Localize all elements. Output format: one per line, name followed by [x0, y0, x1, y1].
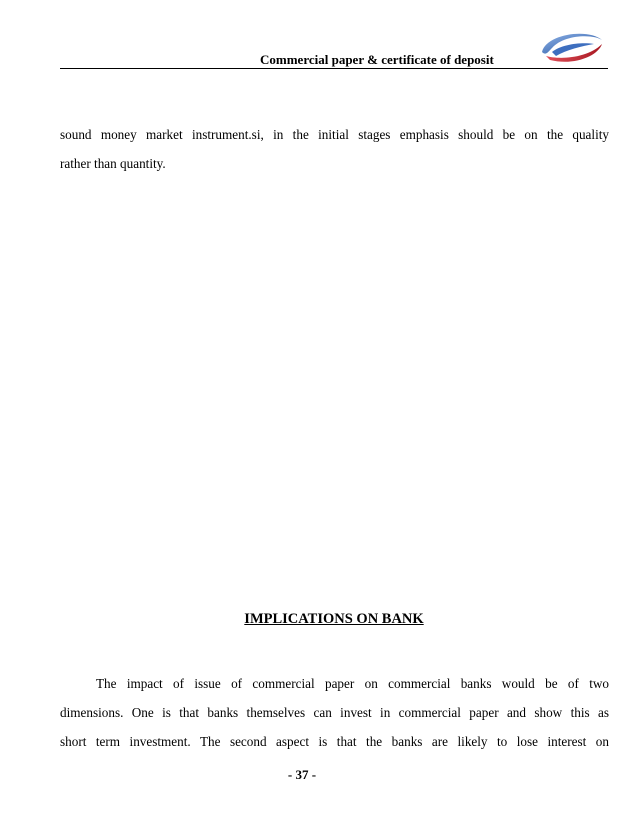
paragraph-line: sound money market instrument.si, in the initial stages emphasis should be on the quality	[60, 127, 609, 142]
page-number: - 37 -	[287, 767, 317, 782]
page-header	[60, 46, 608, 68]
swoosh-logo-icon	[538, 28, 606, 66]
paragraph-line: dimensions. One is that banks themselves can invest in commercial paper and show this as	[60, 705, 609, 720]
header-title: Commercial paper & certificate of deposit	[260, 52, 494, 67]
section-heading: IMPLICATIONS ON BANK	[244, 611, 424, 627]
header-rule	[60, 68, 608, 69]
intro-paragraph	[60, 120, 609, 178]
implications-paragraph	[60, 669, 609, 756]
paragraph-line: short term investment. The second aspect is that the banks are likely to lose interest on	[60, 734, 609, 749]
paragraph-line: rather than quantity.	[60, 156, 166, 171]
paragraph-line: The impact of issue of commercial paper on commercial banks would be of two	[96, 676, 609, 691]
